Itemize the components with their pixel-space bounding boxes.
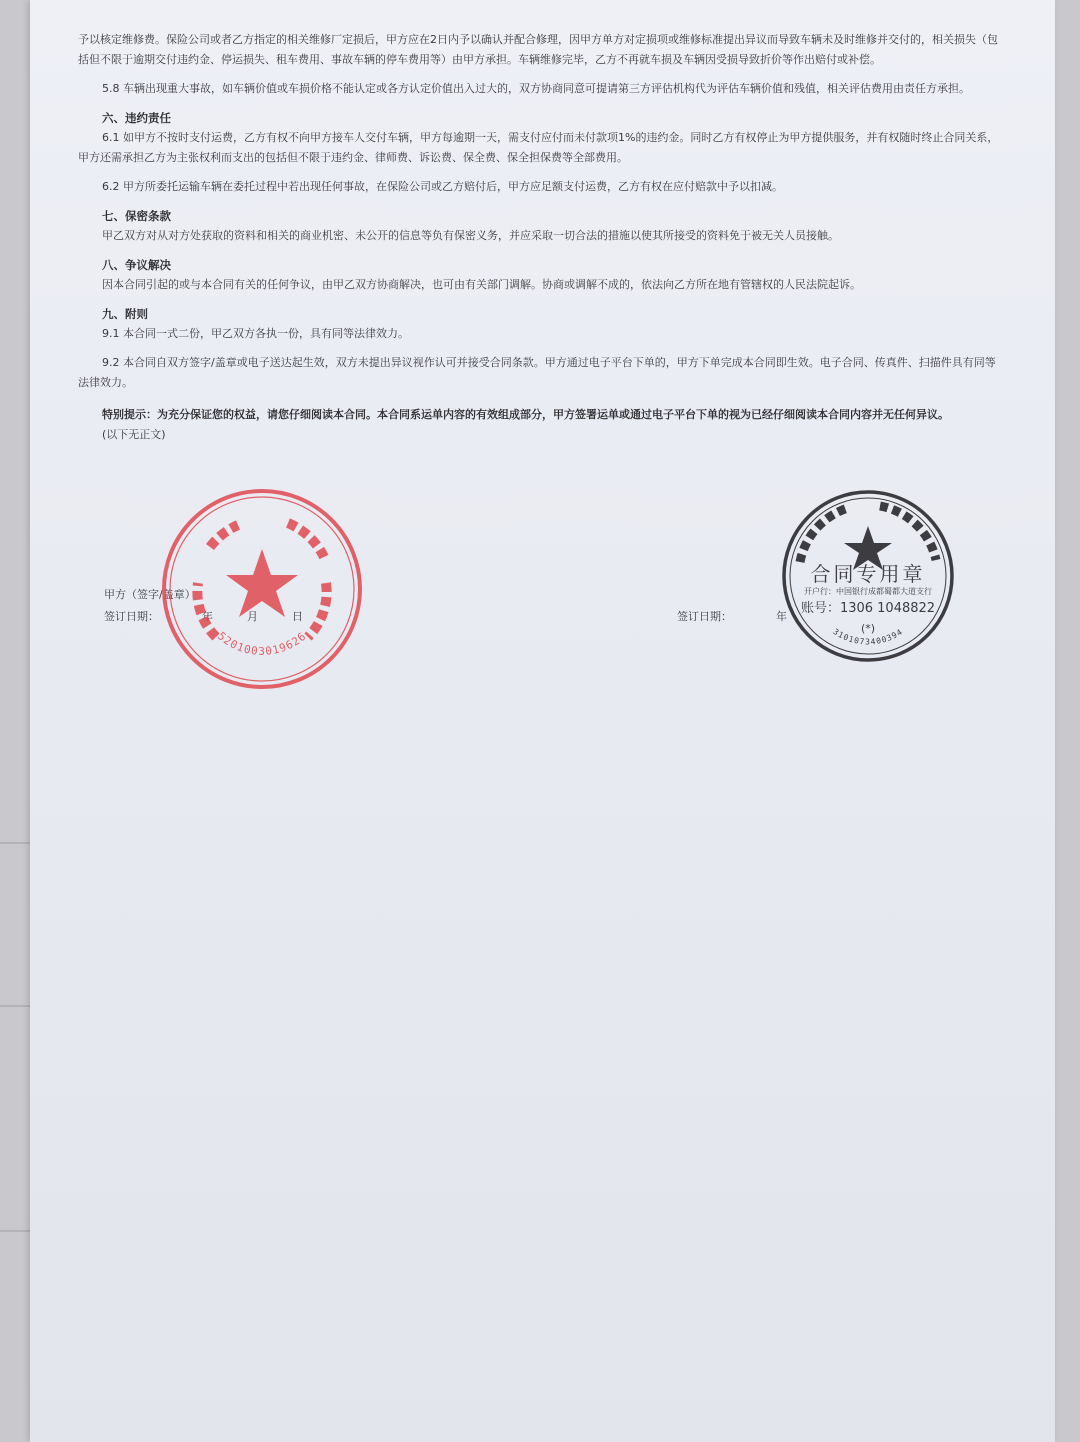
contract-seal-right	[778, 488, 958, 664]
seal-account: 账号：1306 1048822	[800, 601, 936, 616]
clause-5-8: 5.8 车辆出现重大事故，如车辆价值或车损价格不能认定或各方认定价值出入过大的，双方协商同意可提请第三方评估机构代为评估车辆价值和残值，相关评估费用由责任方承担。	[102, 82, 970, 95]
right-sign-date-label: 签订日期：	[677, 610, 732, 623]
floor-seam	[0, 1005, 30, 1007]
clause-6-1: 6.1 如甲方不按时支付运费，乙方有权不向甲方接车人交付车辆，甲方每逾期一天，需支付应付而未付款项1%的违约金。同时乙方有权停止为甲方提供服务，并有权随时终止合同关系，甲方还需承担乙方为主张权利而支出的包括但不限于违约金、律师费、诉讼费、保全费、保全担保费等全部费用。	[78, 131, 999, 164]
day-label: 日	[292, 610, 303, 623]
party-a-label: 甲方（签字/盖章）	[104, 588, 196, 601]
clause-9-1: 9.1 本合同一式二份，甲乙双方各执一份，具有同等法律效力。	[102, 327, 409, 340]
special-notice: 特别提示：为充分保证您的权益，请您仔细阅读本合同。本合同系运单内容的有效组成部分，甲方签署运单或通过电子平台下单的视为已经仔细阅读本合同内容并无任何异议。	[102, 408, 949, 421]
clause-9-2: 9.2 本合同自双方签字/盖章或电子送达起生效，双方未提出异议视作认可并接受合同条款。甲方通过电子平台下单的，甲方下单完成本合同即生效。电子合同、传真件、扫描件具有同等法律效力。	[78, 356, 996, 389]
section-7-heading: 七、保密条款	[102, 209, 171, 223]
seal-bank: 开户行：中国银行成都蜀都大道支行	[804, 587, 932, 596]
seal-title: 合同专用章	[810, 562, 926, 586]
clause-7: 甲乙双方对从对方处获取的资料和相关的商业机密、未公开的信息等负有保密义务，并应采取一切合法的措施以使其所接受的资料免于被无关人员接触。	[102, 229, 839, 242]
floor-seam	[0, 842, 30, 844]
company-seal-left	[158, 487, 366, 691]
section-6-heading: 六、违约责任	[102, 111, 171, 125]
sign-date-label: 签订日期：	[104, 610, 159, 623]
svg-text:5201003019626: 5201003019626	[214, 629, 310, 658]
red-star-icon	[226, 549, 298, 617]
section-9-heading: 九、附则	[102, 307, 148, 321]
floor-seam	[0, 1230, 30, 1232]
contract-body	[78, 30, 1006, 445]
seal-mark: (*)	[860, 622, 876, 635]
clause-6-2: 6.2 甲方所委托运输车辆在委托过程中若出现任何事故，在保险公司或乙方赔付后，甲方应足额支付运费，乙方有权在应付赔款中予以扣减。	[102, 180, 783, 193]
clause-5-7-tail: 予以核定维修费。保险公司或者乙方指定的相关维修厂定损后，甲方应在2日内予以确认并配合修理，因甲方单方对定损项或维修标准提出异议而导致车辆未及时维修并交付的，相关损失（包括但不限于逾期交付违约金、停运损失、租车费用、事故车辆的停车费用等）由甲方承担。车辆维修完毕，乙方不再就车损及车辆因受损导致折价等作出赔付或补偿。	[78, 33, 998, 66]
svg-text:3101073400394: 3101073400394	[831, 627, 905, 647]
month-label: 月	[247, 610, 258, 623]
section-8-heading: 八、争议解决	[102, 258, 171, 272]
right-year-label: 年	[776, 610, 787, 623]
year-label: 年	[202, 610, 213, 623]
clause-8: 因本合同引起的或与本合同有关的任何争议，由甲乙双方协商解决，也可由有关部门调解。协商或调解不成的，依法向乙方所在地有管辖权的人民法院起诉。	[102, 278, 861, 291]
end-note: (以下无正文)	[102, 428, 166, 441]
